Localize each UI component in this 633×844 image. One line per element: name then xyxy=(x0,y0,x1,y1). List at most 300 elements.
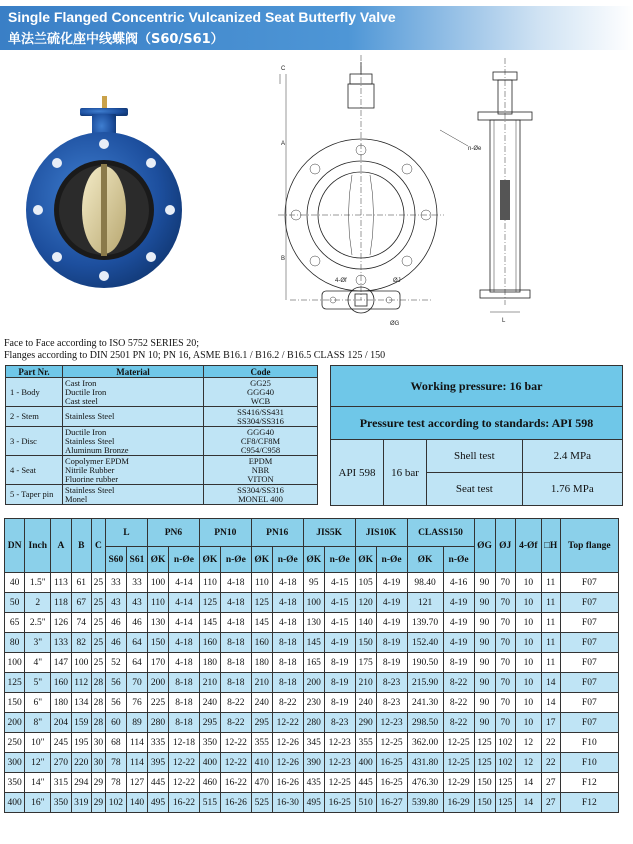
col-pn6: PN6 xyxy=(147,519,199,547)
dimension-cell: 165 xyxy=(303,653,324,673)
material-part: 2 - Stem xyxy=(6,407,63,427)
dimension-cell: 25 xyxy=(91,573,105,593)
material-code: GGG40 xyxy=(247,386,274,397)
dimension-cell: 100 xyxy=(303,593,324,613)
material-code: EPDM xyxy=(248,455,273,466)
material-name: Cast Iron xyxy=(65,377,97,388)
dimension-cell: 145 xyxy=(303,633,324,653)
dimension-cell: 11 xyxy=(541,573,560,593)
dimension-cell: 240 xyxy=(251,693,272,713)
dimension-cell: 445 xyxy=(147,773,168,793)
dimension-cell: 8-19 xyxy=(324,673,355,693)
dimension-cell: 4-14 xyxy=(169,613,200,633)
col-jis5k: JIS5K xyxy=(303,519,355,547)
dimension-cell: 139.70 xyxy=(407,613,443,633)
dimension-cell: 245 xyxy=(51,733,71,753)
dimension-cell: 100 xyxy=(147,573,168,593)
dimension-cell: 46 xyxy=(126,613,147,633)
dimension-cell: 10 xyxy=(515,613,541,633)
dimension-cell: 280 xyxy=(303,713,324,733)
sub-s60: S60 xyxy=(105,547,126,573)
dimension-cell: 4-19 xyxy=(376,613,407,633)
dimension-cell: 12-22 xyxy=(169,753,200,773)
dimension-cell: 22 xyxy=(541,753,560,773)
dimension-cell: 125 xyxy=(251,593,272,613)
shell-test-label: Shell test xyxy=(427,440,523,473)
dimension-cell: 6" xyxy=(25,693,51,713)
dimension-cell: 4-19 xyxy=(376,573,407,593)
dimension-cell: 78 xyxy=(105,753,126,773)
dim-4f-label: 4-Øf xyxy=(335,278,347,284)
dimension-cell: 65 xyxy=(5,613,25,633)
dimension-cell: 100 xyxy=(71,653,91,673)
dimension-cell: 4-19 xyxy=(443,613,474,633)
dimension-cell: 14 xyxy=(541,693,560,713)
title-english: Single Flanged Concentric Vulcanized Seat Butterfly Valve xyxy=(8,9,396,25)
material-part: 1 - Body xyxy=(6,378,63,407)
note-face-to-face: Face to Face according to ISO 5752 SERIES 20; xyxy=(4,338,199,349)
front-view xyxy=(278,55,468,300)
sub-jis10k-ne: n-Øe xyxy=(376,547,407,573)
dimension-cell: 180 xyxy=(251,653,272,673)
dimension-cell: 150 xyxy=(5,693,25,713)
dimension-cell: 539.80 xyxy=(407,793,443,813)
sub-pn16-k: ØK xyxy=(251,547,272,573)
dim-j-label: ØJ xyxy=(393,278,401,284)
dimension-cell: 210 xyxy=(251,673,272,693)
dimension-cell: 16-26 xyxy=(272,773,303,793)
material-code: CF8/CF8M xyxy=(240,435,281,446)
dimension-cell: 350 xyxy=(51,793,71,813)
dimension-cell: 16-22 xyxy=(220,773,251,793)
dimension-cell: 46 xyxy=(105,613,126,633)
dimension-cell: 8-18 xyxy=(272,673,303,693)
dimension-cell: 8-22 xyxy=(443,673,474,693)
dimension-cell: 11 xyxy=(541,633,560,653)
dimension-cell: 25 xyxy=(91,653,105,673)
materials-row xyxy=(6,456,318,485)
dimension-cell: 8-19 xyxy=(324,693,355,713)
material-name: Stainless Steel xyxy=(65,411,115,421)
dimension-cell: 46 xyxy=(105,633,126,653)
dimension-cell: 125 xyxy=(199,593,220,613)
dimension-cell: 14 xyxy=(515,793,541,813)
dimension-cell: 147 xyxy=(51,653,71,673)
material-name: Ductile Iron xyxy=(65,426,107,437)
seat-test-label: Seat test xyxy=(427,473,523,506)
dimension-cell: 362.00 xyxy=(407,733,443,753)
dimension-cell: 125 xyxy=(495,773,515,793)
dimension-cell: 240 xyxy=(199,693,220,713)
dimension-cell: 16-30 xyxy=(272,793,303,813)
dimension-cell: 215.90 xyxy=(407,673,443,693)
dimension-cell: F12 xyxy=(560,793,618,813)
dimension-cell: 70 xyxy=(495,713,515,733)
dimension-cell: 300 xyxy=(5,753,25,773)
dimension-cell: 510 xyxy=(355,793,376,813)
dimension-cell: 145 xyxy=(251,613,272,633)
material-part: 5 - Taper pin xyxy=(6,485,63,505)
dimension-cell: 12-25 xyxy=(324,773,355,793)
dimension-cell: 8-19 xyxy=(443,653,474,673)
dimension-cell: 8-18 xyxy=(169,713,200,733)
dimension-cell: 476.30 xyxy=(407,773,443,793)
dimension-cell: 113 xyxy=(51,573,71,593)
dimension-cell: 90 xyxy=(474,673,495,693)
dimension-cell: 12-22 xyxy=(272,713,303,733)
material-code: SS304/SS316 xyxy=(237,484,284,495)
materials-row xyxy=(6,427,318,456)
dimension-cell: 52 xyxy=(105,653,126,673)
dimension-cell: 10 xyxy=(515,593,541,613)
material-name: Monel xyxy=(65,493,88,504)
materials-row xyxy=(6,378,318,407)
dimension-cell: 230 xyxy=(303,693,324,713)
material-name: Copolymer EPDM xyxy=(65,455,129,466)
dimension-cell: 12-22 xyxy=(220,733,251,753)
dimension-cell: 30 xyxy=(91,733,105,753)
dimension-row xyxy=(5,573,619,593)
dimension-cell: 10 xyxy=(515,693,541,713)
dimension-cell: 12-23 xyxy=(324,733,355,753)
dimension-cell: 2 xyxy=(25,593,51,613)
dimension-cell: 225 xyxy=(147,693,168,713)
sub-pn6-k: ØK xyxy=(147,547,168,573)
col-dn: DN xyxy=(5,519,25,573)
material-code: VITON xyxy=(247,473,274,484)
dimension-cell: 114 xyxy=(126,733,147,753)
col-og: ØG xyxy=(474,519,495,573)
dimension-cell: 43 xyxy=(126,593,147,613)
material-code-cell xyxy=(204,407,318,427)
dimension-cell: 12-29 xyxy=(443,773,474,793)
dimension-cell: 12-23 xyxy=(376,713,407,733)
dimension-cell: 4-18 xyxy=(220,573,251,593)
dimension-cell: 160 xyxy=(51,673,71,693)
dimension-cell: 200 xyxy=(147,673,168,693)
dimension-cell: 400 xyxy=(355,753,376,773)
dimension-cell: 4-16 xyxy=(443,573,474,593)
dimension-cell: 110 xyxy=(147,593,168,613)
dimension-cell: 70 xyxy=(495,613,515,633)
dimension-cell: 90 xyxy=(474,633,495,653)
dimension-cell: 4-15 xyxy=(324,593,355,613)
material-name: Stainless Steel xyxy=(65,484,115,495)
dim-g-label: ØG xyxy=(390,321,400,327)
dimension-cell: 210 xyxy=(355,673,376,693)
dimension-cell: 8-22 xyxy=(272,693,303,713)
dimension-cell: 100 xyxy=(5,653,25,673)
dimension-cell: 335 xyxy=(147,733,168,753)
dimension-cell: 120 xyxy=(355,593,376,613)
dimension-cell: F07 xyxy=(560,693,618,713)
dimension-cell: 130 xyxy=(303,613,324,633)
top-flange-view xyxy=(290,287,432,313)
dimension-cell: 4-18 xyxy=(220,593,251,613)
dimension-cell: 16-25 xyxy=(376,773,407,793)
dimension-cell: 102 xyxy=(105,793,126,813)
dimension-row xyxy=(5,733,619,753)
material-code: WCB xyxy=(250,395,271,406)
materials-row xyxy=(6,407,318,427)
dimension-cell: 525 xyxy=(251,793,272,813)
dimension-cell: 67 xyxy=(71,593,91,613)
pressure-test-title: Pressure test according to standards: API 598 xyxy=(331,407,623,440)
sub-pn16-ne: n-Øe xyxy=(272,547,303,573)
material-code: GGG40 xyxy=(247,426,274,437)
dimension-cell: F07 xyxy=(560,573,618,593)
dimension-cell: 2.5" xyxy=(25,613,51,633)
dimension-cell: 40 xyxy=(5,573,25,593)
dimension-cell: 126 xyxy=(51,613,71,633)
dimension-row xyxy=(5,633,619,653)
dimension-cell: 14 xyxy=(541,673,560,693)
material-name: Nitrile Rubber xyxy=(65,464,115,475)
dimension-cell: 90 xyxy=(474,693,495,713)
dimension-cell: 133 xyxy=(51,633,71,653)
dimension-cell: 70 xyxy=(495,633,515,653)
note-flanges: Flanges according to DIN 2501 PN 10; PN 16, ASME B16.1 / B16.2 / B16.5 CLASS 125 / 150 xyxy=(4,350,386,361)
dimension-cell: 4-15 xyxy=(324,573,355,593)
technical-drawing xyxy=(0,50,633,340)
sub-pn6-ne: n-Øe xyxy=(169,547,200,573)
dimension-cell: 470 xyxy=(251,773,272,793)
sub-s61: S61 xyxy=(126,547,147,573)
material-code-cell xyxy=(204,485,318,505)
dimension-cell: F07 xyxy=(560,633,618,653)
pressure-standard: API 598 xyxy=(331,440,384,506)
dimension-cell: 8-23 xyxy=(376,673,407,693)
dimension-cell: 150 xyxy=(474,793,495,813)
materials-header-part: Part Nr. xyxy=(6,366,63,378)
dimension-cell: 27 xyxy=(541,773,560,793)
dimension-cell: F12 xyxy=(560,773,618,793)
dimension-cell: 80 xyxy=(5,633,25,653)
dimension-cell: 12-25 xyxy=(443,733,474,753)
dimension-cell: 180 xyxy=(51,693,71,713)
dimension-cell: 355 xyxy=(251,733,272,753)
dimension-row xyxy=(5,593,619,613)
dimension-cell: 16-27 xyxy=(376,793,407,813)
materials-header-code: Code xyxy=(204,366,318,378)
dimension-cell: 102 xyxy=(495,733,515,753)
dimension-cell: 10 xyxy=(515,713,541,733)
dimension-cell: 395 xyxy=(147,753,168,773)
dimension-cell: 270 xyxy=(51,753,71,773)
dimension-cell: 4-18 xyxy=(220,613,251,633)
materials-row xyxy=(6,485,318,505)
dimension-cell: 16-25 xyxy=(376,753,407,773)
material-code-cell xyxy=(204,456,318,485)
material-name-cell xyxy=(63,427,204,456)
sub-pn10-k: ØK xyxy=(199,547,220,573)
dimensions-table xyxy=(4,518,619,813)
dimension-cell: 150 xyxy=(147,633,168,653)
dimension-cell: 102 xyxy=(495,753,515,773)
material-name-cell xyxy=(63,485,204,505)
material-name-cell xyxy=(63,407,204,427)
dimension-cell: 12-26 xyxy=(272,733,303,753)
dimension-cell: 110 xyxy=(199,573,220,593)
col-a: A xyxy=(51,519,71,573)
dimension-cell: 8-22 xyxy=(443,713,474,733)
dimension-cell: 150 xyxy=(474,773,495,793)
dimension-cell: 140 xyxy=(126,793,147,813)
dimension-cell: F07 xyxy=(560,613,618,633)
dimension-cell: 68 xyxy=(105,733,126,753)
col-inch: Inch xyxy=(25,519,51,573)
material-code: C954/C958 xyxy=(240,444,281,455)
dimension-cell: 16" xyxy=(25,793,51,813)
pressure-bar: 16 bar xyxy=(384,440,427,506)
dimension-cell: 114 xyxy=(126,753,147,773)
col-4f: 4-Øf xyxy=(515,519,541,573)
col-top-flange: Top flange xyxy=(560,519,618,573)
dimension-cell: 8-23 xyxy=(376,693,407,713)
dimension-cell: 12 xyxy=(515,733,541,753)
dimension-cell: 78 xyxy=(105,773,126,793)
shell-test-value: 2.4 MPa xyxy=(522,440,622,473)
material-name-cell xyxy=(63,378,204,407)
dimension-cell: 60 xyxy=(105,713,126,733)
dimension-cell: 431.80 xyxy=(407,753,443,773)
material-name: Fluorine rubber xyxy=(65,473,119,484)
dimension-cell: 355 xyxy=(355,733,376,753)
dim-ne-label: n-Øe xyxy=(468,146,482,152)
dimension-cell: 150 xyxy=(355,633,376,653)
dimension-cell: 3" xyxy=(25,633,51,653)
dimension-cell: 4-19 xyxy=(443,633,474,653)
dim-b-label: B xyxy=(281,256,286,262)
dimension-cell: 400 xyxy=(199,753,220,773)
dimension-cell: 298.50 xyxy=(407,713,443,733)
dimension-cell: 204 xyxy=(51,713,71,733)
dimension-cell: 8-23 xyxy=(324,713,355,733)
dimension-cell: 8-18 xyxy=(220,633,251,653)
title-chinese: 单法兰硫化座中线蝶阀（S60/S61） xyxy=(8,32,224,47)
col-oj: ØJ xyxy=(495,519,515,573)
seat-test-value: 1.76 MPa xyxy=(522,473,622,506)
dimension-cell: 4" xyxy=(25,653,51,673)
dimension-cell: 5" xyxy=(25,673,51,693)
working-pressure: Working pressure: 16 bar xyxy=(331,366,623,407)
dimension-cell: 25 xyxy=(91,593,105,613)
dimension-cell: 29 xyxy=(91,793,105,813)
dimension-cell: 295 xyxy=(199,713,220,733)
dimension-cell: 56 xyxy=(105,673,126,693)
dimension-cell: 8-22 xyxy=(443,693,474,713)
materials-table xyxy=(5,365,318,505)
materials-header-material: Material xyxy=(63,366,204,378)
dimension-cell: 445 xyxy=(355,773,376,793)
dimension-cell: 28 xyxy=(91,693,105,713)
dimension-cell: 295 xyxy=(251,713,272,733)
dimension-cell: 12-25 xyxy=(443,753,474,773)
dimension-cell: 4-18 xyxy=(272,613,303,633)
dimension-cell: 70 xyxy=(126,673,147,693)
material-code-cell xyxy=(204,427,318,456)
dimension-cell: 345 xyxy=(303,733,324,753)
dimension-cell: 118 xyxy=(51,593,71,613)
dimension-cell: 210 xyxy=(199,673,220,693)
dimension-cell: 125 xyxy=(495,793,515,813)
dimension-cell: 82 xyxy=(71,633,91,653)
dimension-cell: 152.40 xyxy=(407,633,443,653)
dimension-cell: 319 xyxy=(71,793,91,813)
dimension-cell: 4-14 xyxy=(169,573,200,593)
material-code: GG25 xyxy=(250,377,271,388)
sub-class150-ne: n-Øe xyxy=(443,547,474,573)
dimension-cell: 29 xyxy=(91,773,105,793)
dimension-cell: 190.50 xyxy=(407,653,443,673)
dimension-cell: 4-18 xyxy=(272,573,303,593)
dimension-row xyxy=(5,653,619,673)
dimension-cell: 14" xyxy=(25,773,51,793)
dimension-cell: 10" xyxy=(25,733,51,753)
material-name: Cast steel xyxy=(65,395,98,406)
dimension-cell: 90 xyxy=(474,573,495,593)
dimension-cell: 56 xyxy=(105,693,126,713)
dimension-cell: 17 xyxy=(541,713,560,733)
dimension-cell: 400 xyxy=(5,793,25,813)
dimension-row xyxy=(5,713,619,733)
dimension-cell: F10 xyxy=(560,733,618,753)
dimension-cell: 170 xyxy=(147,653,168,673)
dimension-cell: 27 xyxy=(541,793,560,813)
dimension-cell: F07 xyxy=(560,713,618,733)
dimension-cell: 64 xyxy=(126,653,147,673)
dimension-cell: 8-18 xyxy=(220,653,251,673)
dimension-cell: 12-26 xyxy=(272,753,303,773)
dimension-cell: 112 xyxy=(71,673,91,693)
pressure-table xyxy=(330,365,623,506)
sub-pn10-ne: n-Øe xyxy=(220,547,251,573)
dimension-cell: 33 xyxy=(126,573,147,593)
dimension-cell: 410 xyxy=(251,753,272,773)
dimension-cell: 515 xyxy=(199,793,220,813)
dimension-row xyxy=(5,753,619,773)
dimension-cell: 390 xyxy=(303,753,324,773)
dimension-cell: 134 xyxy=(71,693,91,713)
material-code: MONEL 400 xyxy=(238,493,283,504)
dimension-cell: 220 xyxy=(71,753,91,773)
dimension-cell: 16-25 xyxy=(324,793,355,813)
dimension-cell: 4-15 xyxy=(324,613,355,633)
dim-c-label: C xyxy=(281,66,286,72)
dimension-cell: 70 xyxy=(495,693,515,713)
dimension-cell: 70 xyxy=(495,673,515,693)
dimension-cell: 74 xyxy=(71,613,91,633)
dimension-cell: 14 xyxy=(515,773,541,793)
material-code: SS416/SS431 xyxy=(237,406,284,417)
dimension-cell: 4-18 xyxy=(272,593,303,613)
material-part: 3 - Disc xyxy=(6,427,63,456)
dimension-cell: 11 xyxy=(541,593,560,613)
dimension-cell: 250 xyxy=(5,733,25,753)
dimension-cell: F07 xyxy=(560,673,618,693)
dimension-cell: 8" xyxy=(25,713,51,733)
dimension-cell: 30 xyxy=(91,753,105,773)
dimension-cell: 70 xyxy=(495,573,515,593)
dim-l-label: L xyxy=(502,318,506,324)
dimension-cell: 50 xyxy=(5,593,25,613)
dimension-cell: 127 xyxy=(126,773,147,793)
col-c: C xyxy=(91,519,105,573)
dimension-cell: 10 xyxy=(515,573,541,593)
dimension-cell: 105 xyxy=(355,573,376,593)
dimension-row xyxy=(5,693,619,713)
dimension-cell: 8-19 xyxy=(376,653,407,673)
